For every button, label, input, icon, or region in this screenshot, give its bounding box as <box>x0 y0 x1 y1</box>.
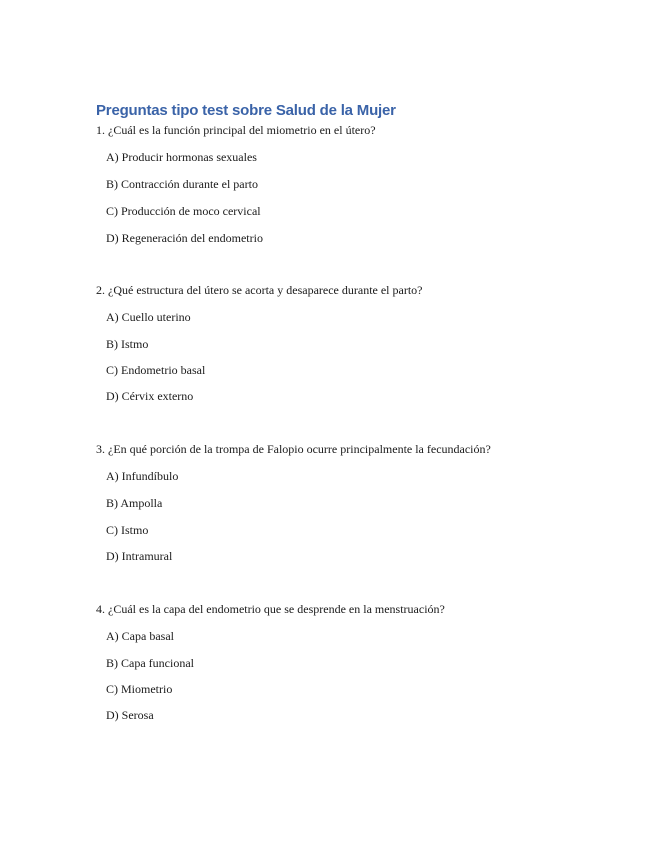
question-1-option-b: B) Contracción durante el parto <box>106 177 258 191</box>
question-4-option-b: B) Capa funcional <box>106 656 194 670</box>
question-4-option-a: A) Capa basal <box>106 629 174 643</box>
question-1-option-d: D) Regeneración del endometrio <box>106 231 263 245</box>
question-4: 4. ¿Cuál es la capa del endometrio que se desprende en la menstruación? <box>96 602 445 616</box>
question-3-option-a: A) Infundíbulo <box>106 469 179 483</box>
question-2-option-d: D) Cérvix externo <box>106 389 194 403</box>
question-1-option-c: C) Producción de moco cervical <box>106 204 261 218</box>
question-3-option-b: B) Ampolla <box>106 496 163 510</box>
question-3-option-d: D) Intramural <box>106 549 173 563</box>
question-4-option-d: D) Serosa <box>106 708 154 722</box>
document-title: Preguntas tipo test sobre Salud de la Mujer <box>96 102 396 119</box>
question-4-option-c: C) Miometrio <box>106 682 173 696</box>
question-1-option-a: A) Producir hormonas sexuales <box>106 150 257 164</box>
question-1: 1. ¿Cuál es la función principal del miometrio en el útero? <box>96 123 376 137</box>
question-2-option-a: A) Cuello uterino <box>106 310 191 324</box>
question-2: 2. ¿Qué estructura del útero se acorta y desaparece durante el parto? <box>96 283 423 297</box>
question-2-option-b: B) Istmo <box>106 337 149 351</box>
question-3: 3. ¿En qué porción de la trompa de Falopio ocurre principalmente la fecundación? <box>96 442 491 456</box>
question-3-option-c: C) Istmo <box>106 523 149 537</box>
question-2-option-c: C) Endometrio basal <box>106 363 206 377</box>
